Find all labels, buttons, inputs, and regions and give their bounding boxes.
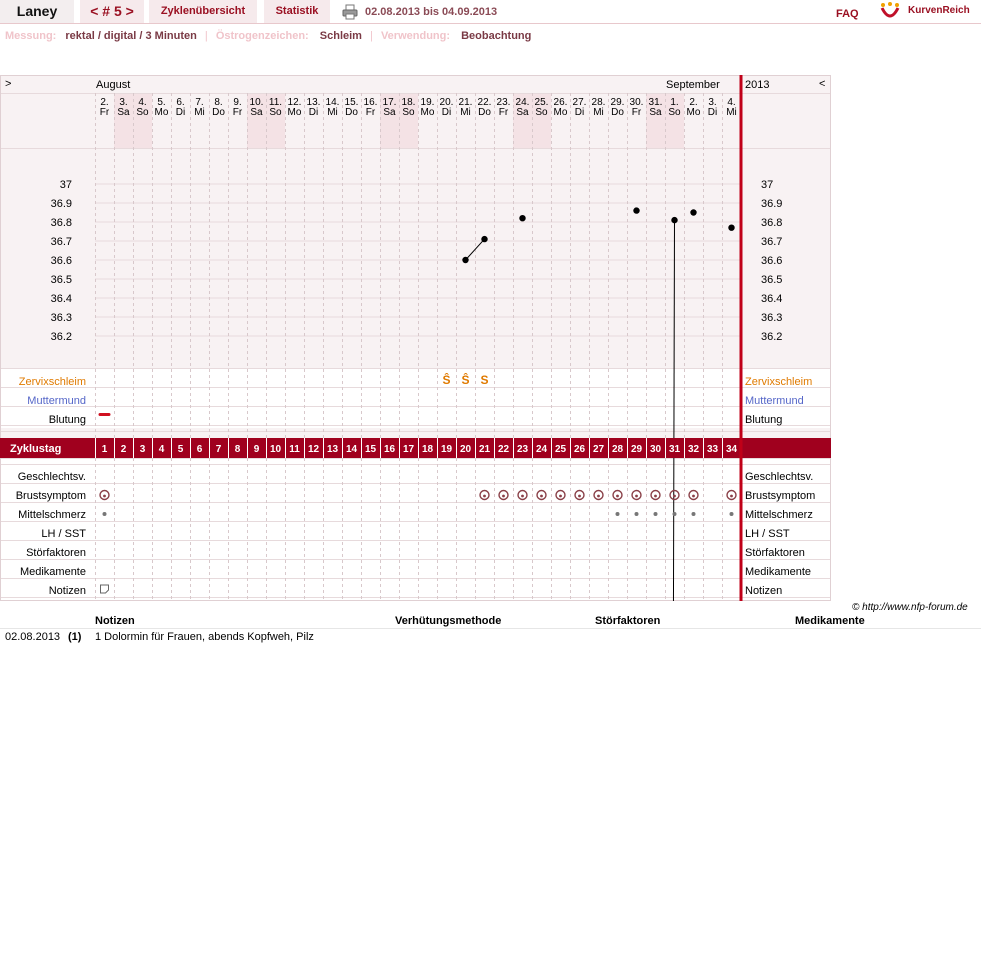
- row-label-intercourse: Geschlechtsv.: [17, 471, 86, 483]
- date-label: 5.: [157, 97, 166, 108]
- weekday-label: Di: [308, 107, 319, 118]
- date-label: 2.: [100, 97, 109, 108]
- note-date: 02.08.2013: [5, 631, 61, 643]
- date-label: 7.: [195, 97, 204, 108]
- cycle-day-number: 14: [345, 444, 358, 455]
- weekday-label: Mo: [420, 107, 435, 118]
- usage-label: Verwendung:: [380, 30, 451, 42]
- cycle-day-number: 13: [326, 444, 339, 455]
- separator: |: [204, 30, 208, 42]
- temperature-point: [519, 215, 525, 221]
- midpain-dot-icon: [635, 512, 639, 516]
- year-label: 2013: [745, 79, 770, 91]
- top-bar: [0, 0, 981, 24]
- temperature-point: [633, 207, 639, 213]
- row-label-os-right: Muttermund: [745, 395, 804, 407]
- midpain-dot-icon: [673, 512, 677, 516]
- symptom-rows-background: [0, 458, 831, 601]
- row-label-midpain: Mittelschmerz: [18, 509, 86, 521]
- cycle-day-number: 11: [289, 444, 300, 455]
- temperature-tick-right: 36.4: [761, 293, 783, 305]
- temperature-tick-right: 36.2: [761, 331, 783, 343]
- row-label-intercourse-right: Geschlechtsv.: [745, 471, 814, 483]
- temperature-tick-left: 36.4: [50, 293, 72, 305]
- date-label: 4.: [138, 97, 147, 108]
- breast-symptom-icon-dot: [540, 495, 543, 498]
- cycle-day-number: 29: [630, 444, 643, 455]
- weekday-label: Do: [611, 107, 624, 118]
- weekday-label: Di: [574, 107, 585, 118]
- cycle-day-number: 12: [307, 444, 320, 455]
- usage-value: Beobachtung: [461, 30, 532, 42]
- month-label-september: September: [666, 79, 720, 91]
- temperature-point: [728, 225, 734, 231]
- date-label: 3.: [708, 97, 717, 108]
- cycle-day-number: 3: [139, 444, 146, 455]
- row-label-disturb: Störfaktoren: [26, 547, 86, 559]
- row-label-notes: Notizen: [48, 585, 86, 597]
- bleeding-mark: [99, 413, 111, 416]
- weekday-label: Mo: [686, 107, 701, 118]
- temperature-tick-left: 36.2: [50, 331, 72, 343]
- weekday-label: Mi: [194, 107, 205, 118]
- cycle-chart-svg: [0, 75, 831, 601]
- disturbances-header: Störfaktoren: [595, 615, 661, 627]
- date-label: 9.: [233, 97, 242, 108]
- weekday-label: So: [402, 107, 415, 118]
- date-label: 19.: [420, 97, 435, 108]
- cycle-day-number: 18: [421, 444, 434, 455]
- date-label: 1.: [670, 97, 679, 108]
- cycle-day-number: 22: [497, 444, 510, 455]
- row-label-bleeding: Blutung: [48, 414, 86, 426]
- month-label-august: August: [96, 79, 131, 91]
- temperature-tick-right: 36.7: [761, 236, 783, 248]
- weekday-label: Fr: [498, 107, 509, 118]
- breast-symptom-icon-dot: [673, 495, 676, 498]
- weekday-label: Sa: [516, 107, 529, 118]
- breast-symptom-icon-dot: [502, 495, 505, 498]
- breast-symptom-icon-dot: [521, 495, 524, 498]
- date-label: 24.: [515, 97, 530, 108]
- temperature-tick-right: 36.5: [761, 274, 783, 286]
- row-label-cervix-right: Zervixschleim: [745, 376, 813, 388]
- date-label: 4.: [727, 97, 736, 108]
- date-label: 18.: [401, 97, 416, 108]
- date-label: 8.: [214, 97, 223, 108]
- kurvenreich-logo-icon[interactable]: [880, 2, 900, 20]
- cycle-day-number: 28: [611, 444, 624, 455]
- cycle-day-number: 31: [668, 444, 681, 455]
- cycle-switcher[interactable]: < # 5 >: [80, 0, 144, 23]
- weekday-label: So: [535, 107, 548, 118]
- temperature-tick-left: 36.8: [50, 217, 72, 229]
- weekday-label: Mi: [593, 107, 604, 118]
- breast-symptom-icon-dot: [597, 495, 600, 498]
- date-label: 10.: [249, 97, 264, 108]
- cycle-day-number: 7: [215, 444, 222, 455]
- temperature-tick-left: 36.7: [50, 236, 72, 248]
- weekday-label: So: [269, 107, 282, 118]
- weekday-label: Di: [175, 107, 186, 118]
- date-label: 26.: [553, 97, 568, 108]
- breast-symptom-icon-dot: [103, 495, 106, 498]
- measurement-label: Messung:: [5, 30, 57, 42]
- brand-name[interactable]: KurvenReich: [908, 5, 970, 16]
- weekday-label: Mo: [154, 107, 169, 118]
- row-label-meds: Medikamente: [19, 566, 86, 578]
- breast-symptom-icon-dot: [578, 495, 581, 498]
- weekday-label: Sa: [383, 107, 396, 118]
- note-count: (1): [68, 631, 82, 643]
- date-label: 28.: [591, 97, 606, 108]
- weekday-label: So: [668, 107, 681, 118]
- user-name: Laney: [0, 0, 74, 23]
- cycle-day-number: 32: [687, 444, 700, 455]
- breast-symptom-icon-dot: [483, 495, 486, 498]
- date-label: 27.: [572, 97, 587, 108]
- temperature-tick-right: 36.8: [761, 217, 783, 229]
- faq-link[interactable]: FAQ: [836, 8, 859, 20]
- weekday-label: So: [136, 107, 149, 118]
- date-label: 17.: [382, 97, 397, 108]
- cervix-mucus-mark: S: [480, 373, 489, 387]
- breast-symptom-icon-dot: [730, 495, 733, 498]
- weekday-label: Sa: [117, 107, 130, 118]
- cycle-day-number: 34: [725, 444, 738, 455]
- cycle-day-number: 19: [440, 444, 453, 455]
- cycle-day-number: 27: [592, 444, 605, 455]
- row-label-breast: Brustsymptom: [15, 490, 86, 502]
- row-label-disturb-right: Störfaktoren: [745, 547, 805, 559]
- date-label: 20.: [439, 97, 454, 108]
- cycle-day-number: 5: [177, 444, 184, 455]
- date-label: 2.: [689, 97, 698, 108]
- date-label: 13.: [306, 97, 321, 108]
- estrogen-label: Östrogenzeichen:: [215, 30, 309, 42]
- date-label: 14.: [325, 97, 340, 108]
- contraception-header: Verhütungsmethode: [395, 615, 502, 627]
- row-label-bleeding-right: Blutung: [745, 414, 783, 426]
- cycle-day-number: 2: [120, 444, 127, 455]
- midpain-dot-icon: [730, 512, 734, 516]
- row-label-cycle-day: Zyklustag: [10, 443, 62, 455]
- weekday-label: Di: [441, 107, 452, 118]
- separator: |: [370, 30, 373, 42]
- temperature-tick-right: 36.9: [761, 198, 783, 210]
- midpain-dot-icon: [616, 512, 620, 516]
- row-label-lh: LH / SST: [41, 528, 86, 540]
- cycle-day-number: 30: [649, 444, 662, 455]
- cycle-day-number: 17: [402, 444, 415, 455]
- breast-symptom-icon-dot: [654, 495, 657, 498]
- cycle-day-number: 6: [196, 444, 203, 455]
- printer-icon[interactable]: [342, 4, 358, 20]
- weekday-label: Sa: [649, 107, 662, 118]
- statistics-tab[interactable]: Statistik: [264, 0, 330, 23]
- weekday-label: Fr: [365, 107, 376, 118]
- temperature-point: [462, 257, 468, 263]
- breast-symptom-icon-dot: [635, 495, 638, 498]
- cervix-mucus-mark: Ŝ: [442, 373, 451, 387]
- temperature-point: [671, 217, 677, 223]
- cycle-day-number: 10: [269, 444, 282, 455]
- measurement-value: rektal / digital / 3 Minuten: [65, 30, 197, 42]
- date-label: 31.: [648, 97, 663, 108]
- temperature-point: [481, 236, 487, 242]
- weekday-label: Fr: [232, 107, 243, 118]
- cycle-overview-tab[interactable]: Zyklenübersicht: [149, 0, 257, 23]
- cycle-day-number: 8: [234, 444, 241, 455]
- weekday-label: Mi: [726, 107, 737, 118]
- temperature-tick-right: 36.6: [761, 255, 783, 267]
- temperature-tick-left: 37: [59, 179, 72, 191]
- temperature-tick-left: 36.5: [50, 274, 72, 286]
- date-label: 25.: [534, 97, 549, 108]
- temperature-tick-right: 36.3: [761, 312, 783, 324]
- row-label-breast-right: Brustsymptom: [745, 490, 816, 502]
- note-text: 1 Dolormin für Frauen, abends Kopfweh, Pilz: [95, 631, 314, 643]
- cycle-day-number: 16: [383, 444, 396, 455]
- date-label: 6.: [176, 97, 185, 108]
- row-label-cervix: Zervixschleim: [18, 376, 86, 388]
- date-range: 02.08.2013 bis 04.09.2013: [365, 6, 498, 18]
- temperature-tick-left: 36.6: [50, 255, 72, 267]
- weekday-label: Mi: [327, 107, 338, 118]
- midpain-dot-icon: [103, 512, 107, 516]
- row-label-lh-right: LH / SST: [745, 528, 790, 540]
- temperature-tick-left: 36.9: [50, 198, 72, 210]
- breast-symptom-icon-dot: [559, 495, 562, 498]
- measurement-info: [5, 30, 531, 42]
- temperature-tick-left: 36.3: [50, 312, 72, 324]
- temperature-tick-right: 37: [761, 179, 774, 191]
- breast-symptom-icon-dot: [616, 495, 619, 498]
- next-cycle-arrow[interactable]: <: [819, 78, 826, 90]
- cycle-day-number: 25: [554, 444, 567, 455]
- notes-header: Notizen: [95, 615, 135, 627]
- notes-divider: [0, 628, 981, 629]
- observation-rows-background: [0, 368, 831, 428]
- breast-symptom-icon-dot: [692, 495, 695, 498]
- cycle-day-number: 24: [535, 444, 548, 455]
- date-label: 3.: [119, 97, 128, 108]
- cervix-mucus-mark: Ŝ: [461, 373, 470, 387]
- row-label-meds-right: Medikamente: [745, 566, 812, 578]
- cycle-day-number: 26: [573, 444, 586, 455]
- weekday-label: Do: [478, 107, 491, 118]
- weekday-label: Fr: [99, 107, 110, 118]
- weekday-label: Do: [345, 107, 358, 118]
- cycle-day-number: 1: [101, 444, 108, 455]
- weekday-label: Mo: [287, 107, 302, 118]
- midpain-dot-icon: [692, 512, 696, 516]
- row-label-os: Muttermund: [27, 395, 86, 407]
- row-label-notes-right: Notizen: [745, 585, 783, 597]
- copyright[interactable]: © http://www.nfp-forum.de: [852, 602, 968, 613]
- weekday-label: Di: [707, 107, 718, 118]
- weekday-label: Do: [212, 107, 225, 118]
- date-label: 23.: [496, 97, 511, 108]
- weekday-label: Mo: [553, 107, 568, 118]
- cycle-day-number: 15: [364, 444, 377, 455]
- medication-header: Medikamente: [795, 615, 865, 627]
- date-label: 30.: [629, 97, 644, 108]
- cycle-day-number: 20: [459, 444, 472, 455]
- cycle-chart: [0, 75, 831, 601]
- date-label: 21.: [458, 97, 473, 108]
- temperature-point: [690, 209, 696, 215]
- midpain-dot-icon: [654, 512, 658, 516]
- previous-cycle-arrow[interactable]: >: [5, 78, 12, 90]
- cycle-day-number: 4: [158, 444, 165, 455]
- date-label: 16.: [363, 97, 378, 108]
- estrogen-value: Schleim: [319, 30, 362, 42]
- weekday-label: Mi: [460, 107, 471, 118]
- cycle-day-number: 21: [478, 444, 491, 455]
- weekday-label: Sa: [250, 107, 263, 118]
- date-label: 11.: [268, 97, 283, 108]
- cycle-day-number: 33: [706, 444, 719, 455]
- note-icon: [101, 585, 109, 593]
- date-label: 29.: [610, 97, 625, 108]
- cycle-day-number: 23: [516, 444, 529, 455]
- weekday-label: Fr: [631, 107, 642, 118]
- date-label: 12.: [287, 97, 302, 108]
- cycle-day-number: 9: [253, 444, 260, 455]
- date-label: 15.: [344, 97, 359, 108]
- row-label-midpain-right: Mittelschmerz: [745, 509, 813, 521]
- date-label: 22.: [477, 97, 492, 108]
